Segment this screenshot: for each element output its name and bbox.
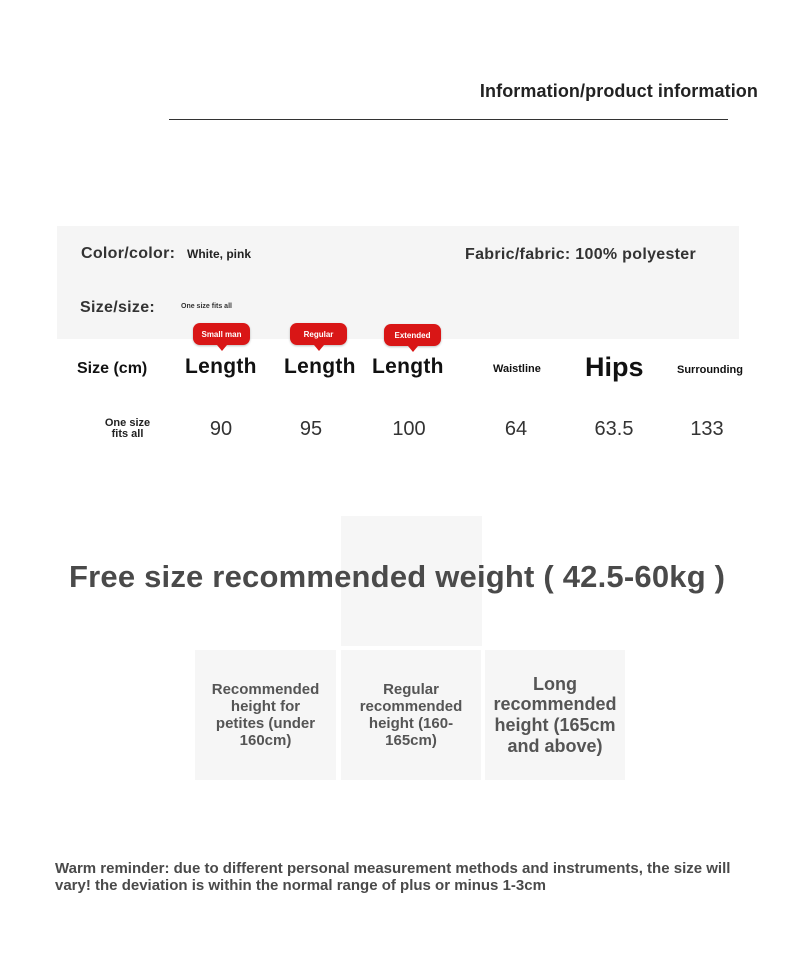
header-waistline: Waistline <box>493 363 541 375</box>
row-label-one-size: One size fits all <box>104 417 151 440</box>
card-regular-height <box>341 650 481 780</box>
title-divider <box>169 119 728 120</box>
page-title: Information/product information <box>479 81 758 101</box>
recommended-weight: Free size recommended weight ( 42.5-60kg ) <box>69 559 726 594</box>
value-length-regular: 95 <box>299 418 323 440</box>
header-length-extended: Length <box>372 355 444 378</box>
tag-extended: Extended <box>384 324 441 346</box>
fabric-label: Fabric/fabric: 100% polyester <box>465 246 697 263</box>
color-label: Color/color: <box>81 245 176 262</box>
info-panel <box>57 226 739 339</box>
card-long-height <box>485 650 625 780</box>
header-length-regular: Length <box>284 355 356 378</box>
header-surrounding: Surrounding <box>677 364 743 376</box>
tag-regular: Regular <box>290 323 347 345</box>
warm-reminder: Warm reminder: due to different personal measurement methods and instruments, the size will vary! the deviation is within the normal range of plus or minus 1-3cm <box>55 860 731 894</box>
tag-small-man: Small man <box>193 323 250 345</box>
size-label: Size/size: <box>80 299 156 316</box>
card-long-text: Long recommended height (165cm and above) <box>493 673 617 756</box>
header-hips: Hips <box>585 352 644 382</box>
value-length-extended: 100 <box>392 418 426 440</box>
size-value: One size fits all <box>181 303 232 310</box>
value-waistline: 64 <box>504 418 528 440</box>
header-length-small: Length <box>185 355 257 378</box>
card-regular-text: Regular recommended height (160-165cm) <box>359 680 463 750</box>
color-value: White, pink <box>187 247 251 261</box>
card-petite-text: Recommended height for petites (under 160cm) <box>211 680 320 750</box>
value-length-small: 90 <box>209 418 233 440</box>
card-petite-height <box>195 650 336 780</box>
value-surrounding: 133 <box>690 418 724 440</box>
header-size-cm: Size (cm) <box>77 360 148 377</box>
value-hips: 63.5 <box>594 418 634 440</box>
